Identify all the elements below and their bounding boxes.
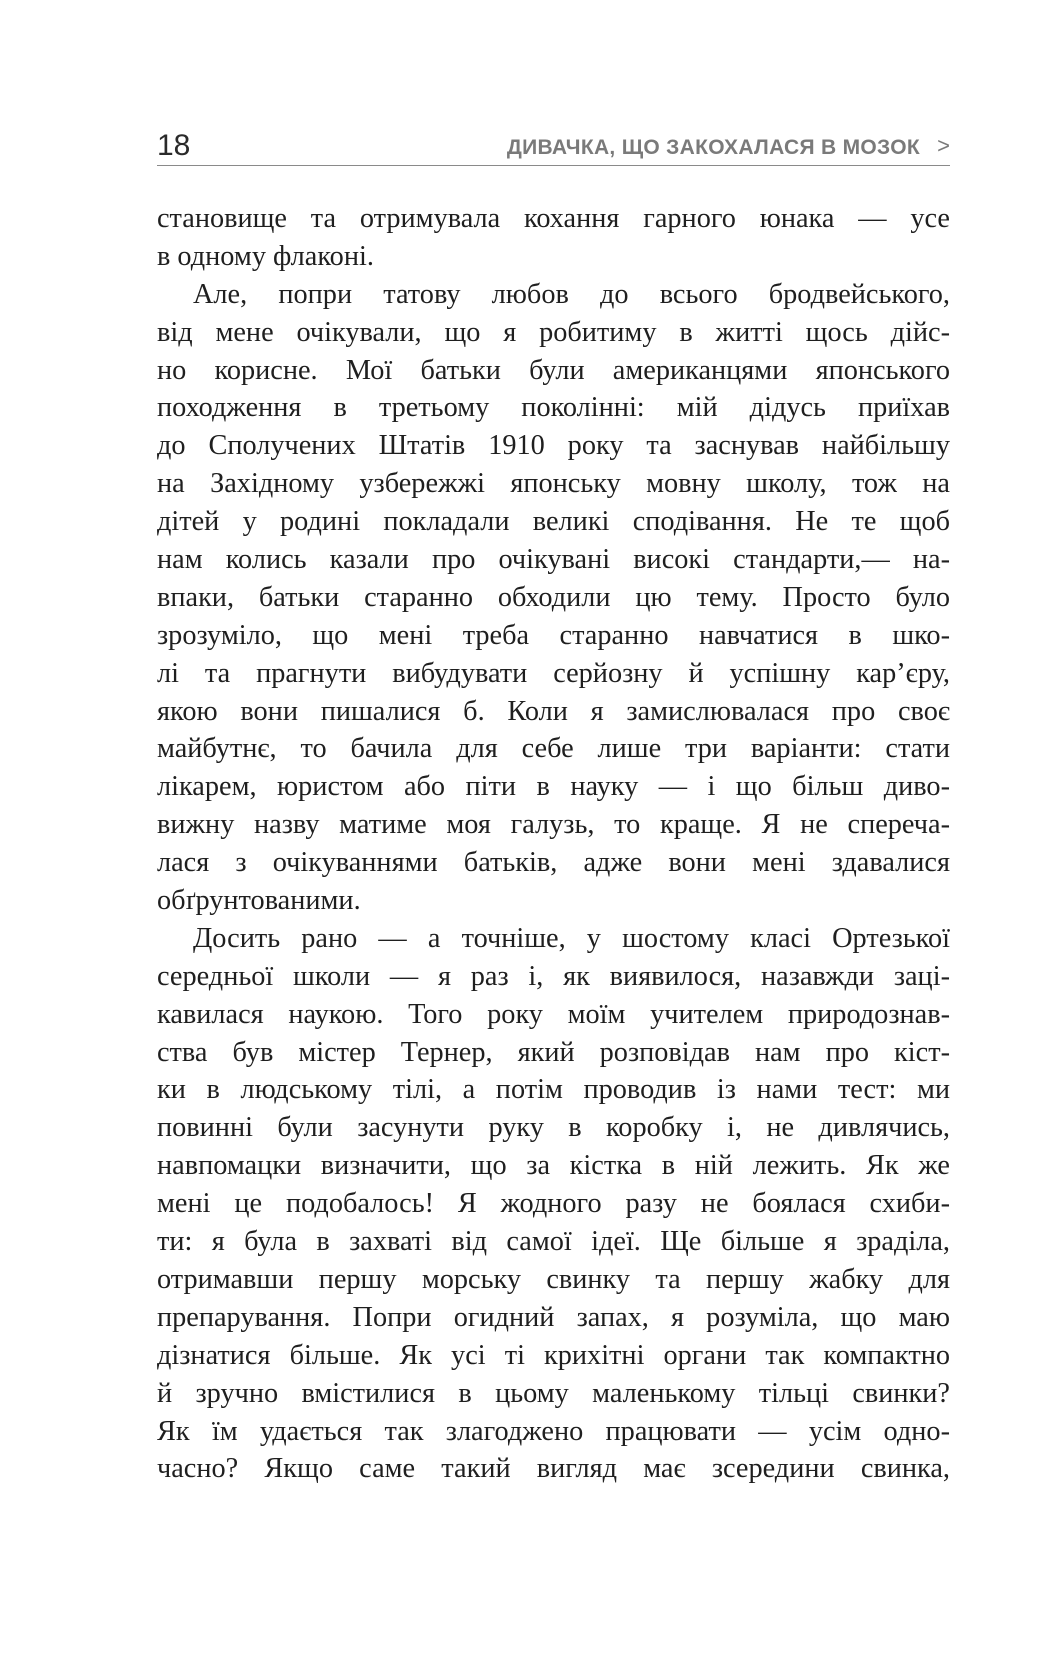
- text-line: на Західному узбережжі японську мовну школу, тож на: [157, 468, 950, 500]
- text-line: навпомацки визначити, що за кістка в ній лежить. Як же: [157, 1150, 950, 1182]
- text-line: Але, попри татову любов до всього бродвейського,: [193, 278, 950, 310]
- text-line: Досить рано — а точніше, у шостому класі Ортезької: [193, 922, 950, 954]
- text-line: впаки, батьки старанно обходили цю тему. Просто було: [157, 581, 950, 613]
- text-line: в одному флаконі.: [157, 240, 374, 272]
- text-line: вижну назву матиме моя галузь, то краще. Я не спереча-: [157, 809, 950, 841]
- text-line: мені це подобалось! Я жодного разу не боялася схиби-: [157, 1188, 950, 1220]
- text-line: й зручно вмістилися в цьому маленькому тільці свинки?: [157, 1377, 950, 1409]
- text-line: обґрунтованими.: [157, 885, 361, 917]
- text-line: повинні були засунути руку в коробку і, не дивлячись,: [157, 1112, 950, 1144]
- text-line: лі та прагнути вибудувати серйозну й успішну кар’єру,: [157, 657, 950, 689]
- text-line: якою вони пишалися б. Коли я замислювалася про своє: [157, 695, 950, 727]
- running-title: ДИВАЧКА, ЩО ЗАКОХАЛАСЯ В МОЗОК: [506, 136, 920, 159]
- text-line: майбутнє, то бачила для себе лише три варіанти: стати: [157, 733, 950, 765]
- text-line: но корисне. Мої батьки були американцями японського: [157, 354, 950, 386]
- running-header: [157, 128, 950, 166]
- text-line: дізнатися більше. Як усі ті крихітні органи так компактно: [157, 1339, 950, 1371]
- text-line: препарування. Попри огидний запах, я розуміла, що маю: [157, 1301, 950, 1333]
- body-text: [157, 200, 950, 1488]
- text-line: зрозуміло, що мені треба старанно навчатися в шко-: [157, 619, 950, 651]
- text-line: Як їм удається так злагоджено працювати — усім одно-: [157, 1415, 950, 1447]
- text-line: від мене очікували, що я робитиму в житті щось дійс-: [157, 316, 950, 348]
- text-line: отримавши першу морську свинку та першу жабку для: [157, 1263, 950, 1295]
- text-line: до Сполучених Штатів 1910 року та заснував найбільшу: [157, 430, 950, 462]
- chevron-right-icon: >: [937, 133, 950, 158]
- text-line: дітей у родині покладали великі сподівання. Не те щоб: [157, 506, 950, 538]
- text-line: ти: я була в захваті від самої ідеї. Ще більше я зраділа,: [157, 1226, 950, 1258]
- text-line: середньої школи — я раз і, як виявилося, назавжди заці-: [157, 960, 950, 992]
- header-divider: [157, 165, 950, 166]
- text-line: часно? Якщо саме такий вигляд має зсередини свинка,: [157, 1453, 950, 1485]
- text-line: походження в третьому поколінні: мій дідусь приїхав: [157, 392, 950, 424]
- text-line: кавилася наукою. Того року моїм учителем природознав-: [157, 998, 950, 1030]
- text-line: лікарем, юристом або піти в науку — і що більш диво-: [157, 771, 950, 803]
- text-line: лася з очікуваннями батьків, адже вони мені здавалися: [157, 847, 950, 879]
- text-line: ки в людському тілі, а потім проводив із нами тест: ми: [157, 1074, 950, 1106]
- page-number: 18: [157, 129, 191, 162]
- text-line: ства був містер Тернер, який розповідав нам про кіст-: [157, 1036, 950, 1068]
- text-line: становище та отримувала кохання гарного юнака — усе: [157, 203, 950, 234]
- text-line: нам колись казали про очікувані високі стандарти,— на-: [157, 544, 950, 576]
